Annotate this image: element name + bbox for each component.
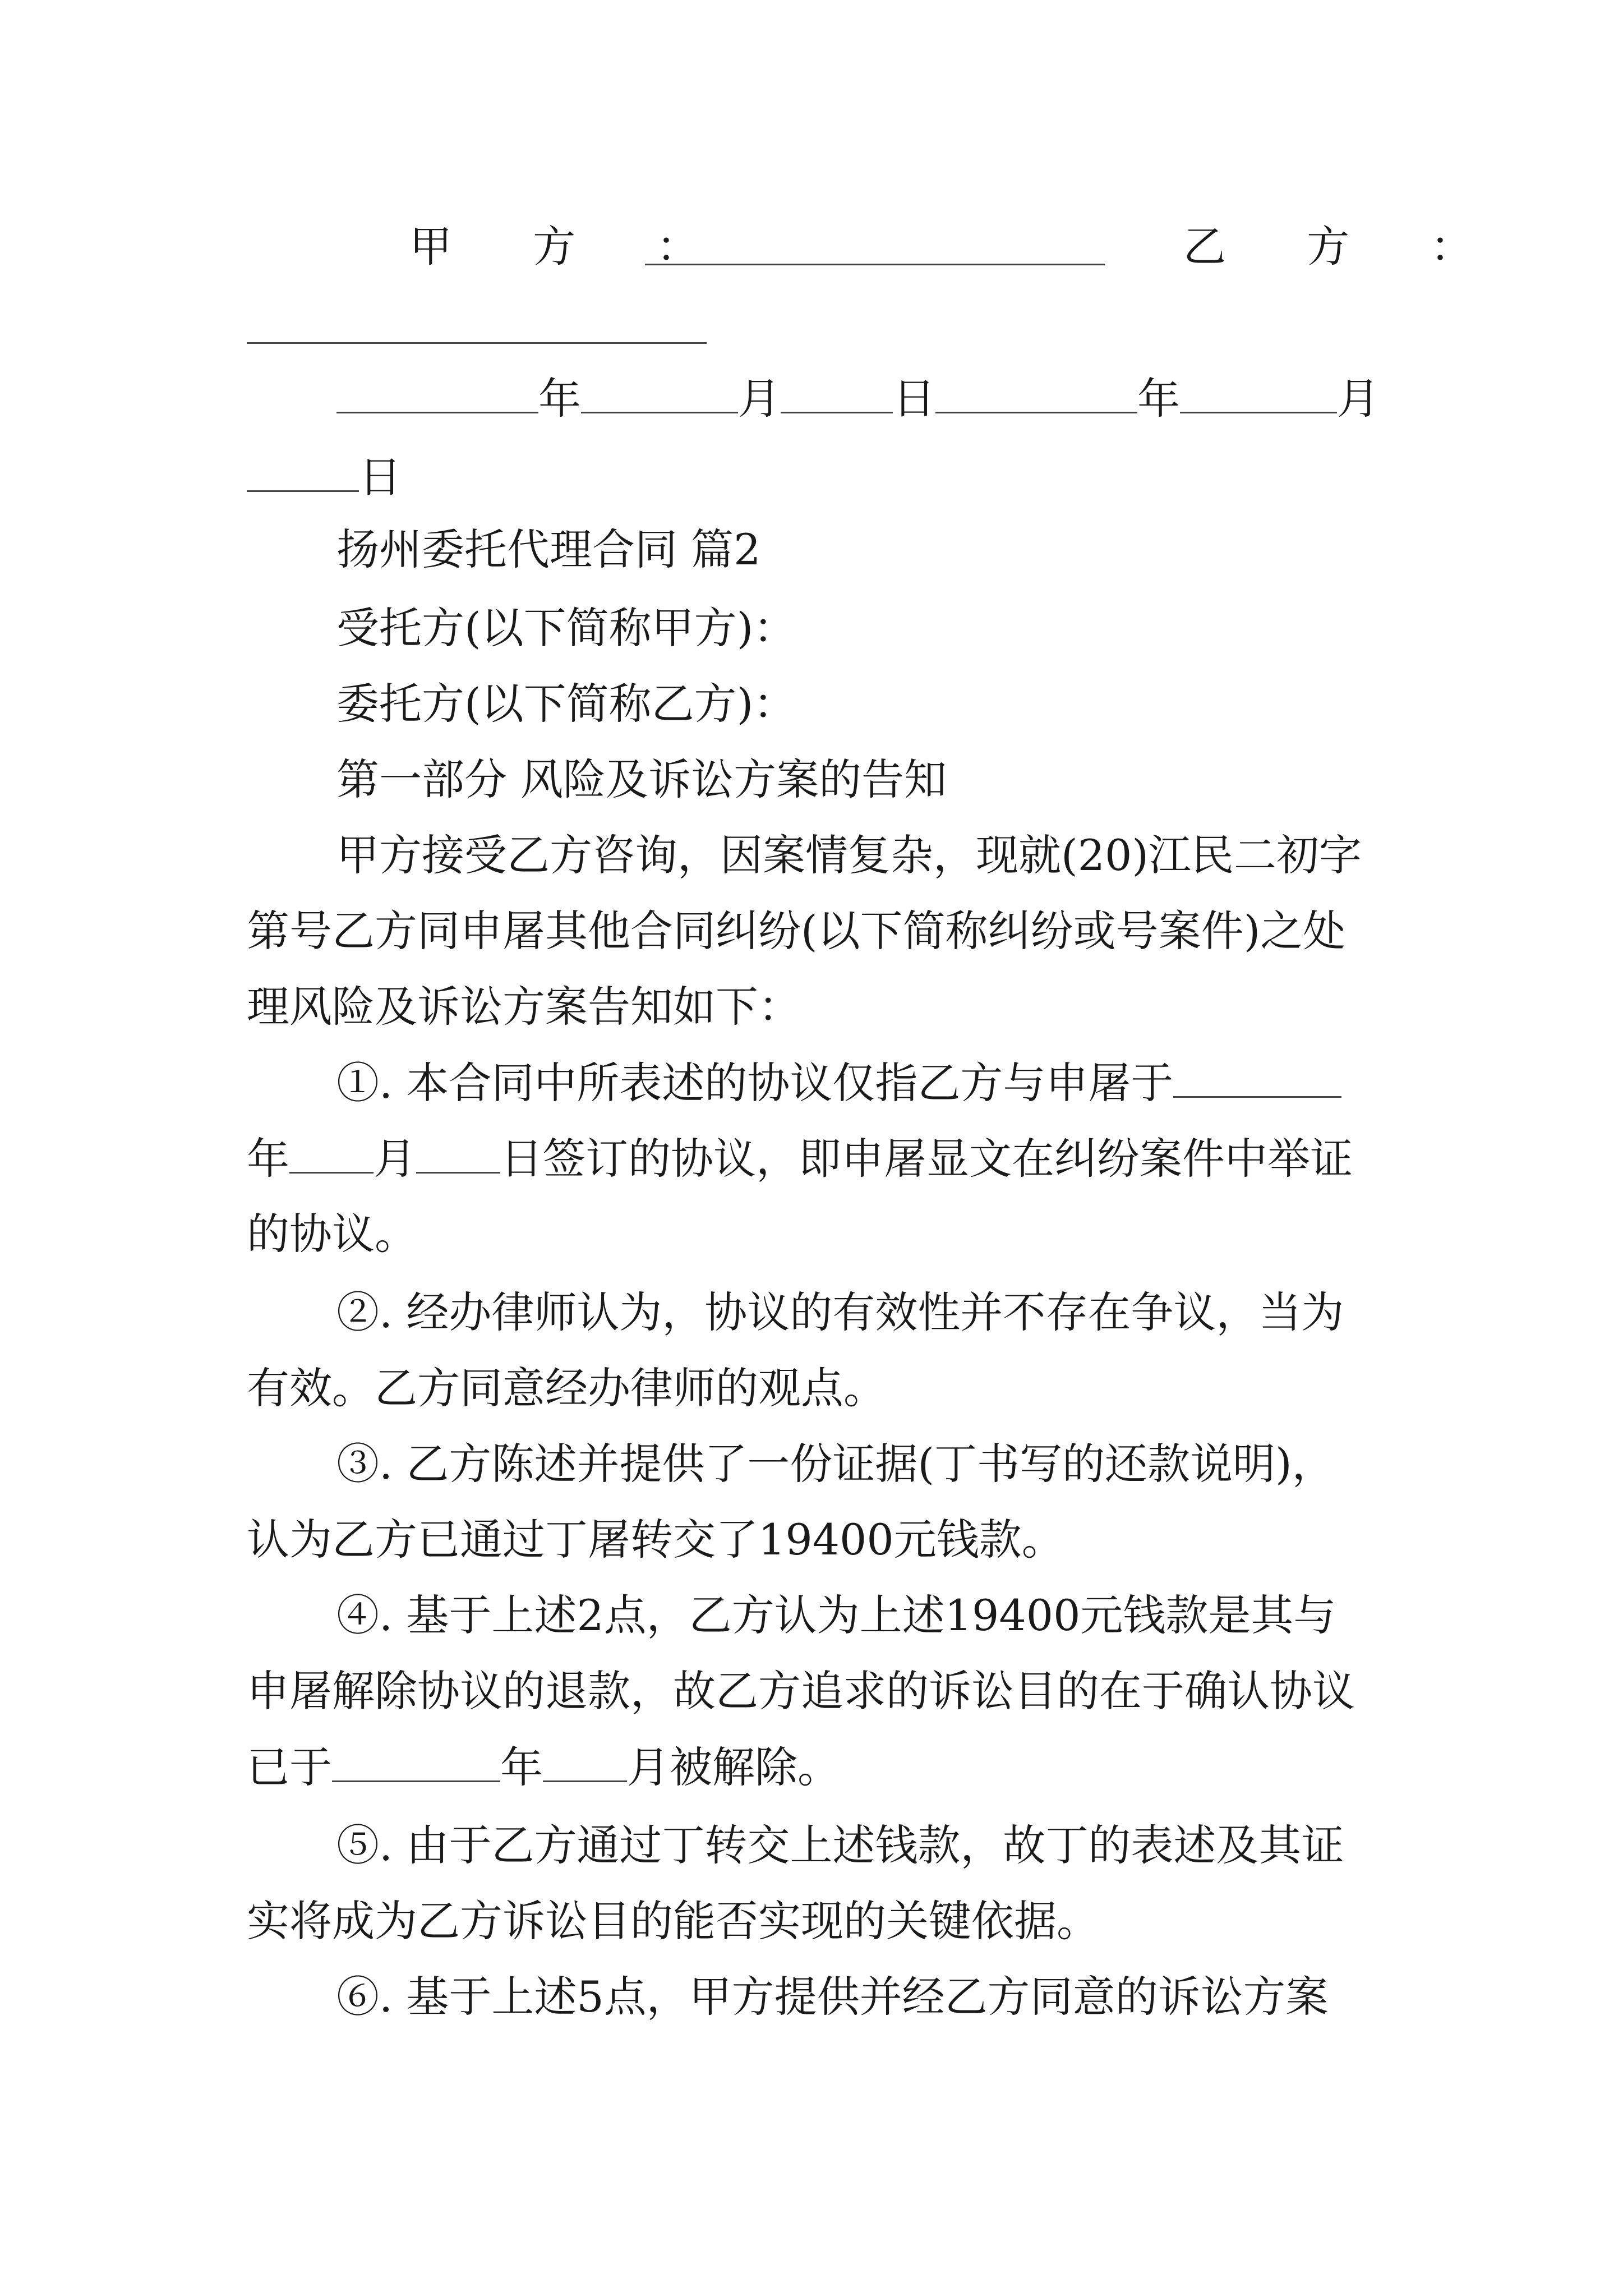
item-4-year-label: 年 [500, 1742, 543, 1792]
item-4-line-3 [247, 1739, 1380, 1796]
item-2-line-2: 有效。乙方同意经办律师的观点。 [247, 1363, 886, 1413]
date-a-year-label: 年 [538, 374, 581, 424]
party-b-label: 乙 方 ： [1183, 222, 1507, 272]
date-b-day-label: 日 [359, 452, 402, 502]
item-1-month-blank [289, 1130, 374, 1174]
date-b-year-label: 年 [1137, 374, 1180, 424]
party-a-signature-blank [645, 264, 1105, 265]
party-b-signature-blank [247, 342, 707, 344]
party-b-row [1183, 219, 1507, 275]
item-1-line-3: 的协议。 [247, 1209, 417, 1259]
item-3-line-2: 认为乙方已通过丁屠转交了19400元钱款。 [247, 1515, 1064, 1565]
intro-line-2: 第号乙方同申屠其他合同纠纷(以下简称纠纷或号案件)之处 [247, 906, 1346, 956]
intro-line-3: 理风险及诉讼方案告知如下： [247, 982, 801, 1032]
item-4-line-1: ④. 基于上述2点，乙方认为上述19400元钱款是其与 [336, 1590, 1336, 1640]
date-a-month-label: 月 [738, 374, 781, 424]
item-3-line-1: ③. 乙方陈述并提供了一份证据(丁书写的还款说明)， [336, 1439, 1335, 1489]
item-1-year-label: 年 [247, 1134, 289, 1184]
date-row-continued [247, 449, 1380, 505]
section-title: 扬州委托代理合同 篇2 [336, 524, 761, 574]
date-a-month-blank [581, 370, 738, 413]
item-2-line-1: ②. 经办律师认为，协议的有效性并不存在争议，当为 [336, 1287, 1344, 1337]
date-b-year-blank [935, 370, 1137, 413]
date-b-month-label: 月 [1337, 374, 1380, 424]
date-row [336, 370, 1380, 427]
item-1-year-blank [1173, 1055, 1341, 1098]
trustee-line: 受托方(以下简称甲方)： [336, 603, 796, 653]
item-1-month-label: 月 [374, 1134, 416, 1184]
date-a-year-blank [336, 370, 538, 413]
part-one-title: 第一部分 风险及诉讼方案的告知 [336, 754, 947, 804]
item-4-text-pre: 已于 [247, 1742, 332, 1792]
item-1-day-blank [416, 1130, 500, 1174]
item-4-month-blank [543, 1739, 627, 1782]
date-a-day-label: 日 [893, 374, 935, 424]
item-4-text-rest: 月被解除。 [627, 1742, 840, 1792]
date-b-month-blank [1180, 370, 1337, 413]
item-5-line-1: ⑤. 由于乙方通过丁转交上述钱款，故丁的表述及其证 [336, 1820, 1344, 1870]
item-4-year-blank [332, 1739, 500, 1782]
item-1-line-2 [247, 1130, 1380, 1187]
item-1-text-b: 日签订的协议，即申屠显文在纠纷案件中举证 [500, 1134, 1353, 1184]
item-6-line-1: ⑥. 基于上述5点，甲方提供并经乙方同意的诉讼方案 [336, 1972, 1329, 2022]
item-4-line-2: 申屠解除协议的退款，故乙方追求的诉讼目的在于确认协议 [247, 1666, 1355, 1716]
intro-line-1: 甲方接受乙方咨询，因案情复杂，现就(20)江民二初字 [336, 830, 1362, 880]
item-1-line-1 [336, 1055, 1380, 1111]
item-5-line-2: 实将成为乙方诉讼目的能否实现的关键依据。 [247, 1896, 1099, 1946]
date-a-day-blank [781, 370, 893, 413]
party-a-label: 甲 方 ： [409, 222, 733, 272]
client-line: 委托方(以下简称乙方)： [336, 679, 796, 729]
item-1-text-a: ①. 本合同中所表述的协议仅指乙方与申屠于 [336, 1058, 1174, 1108]
date-b-day-blank [247, 449, 359, 492]
